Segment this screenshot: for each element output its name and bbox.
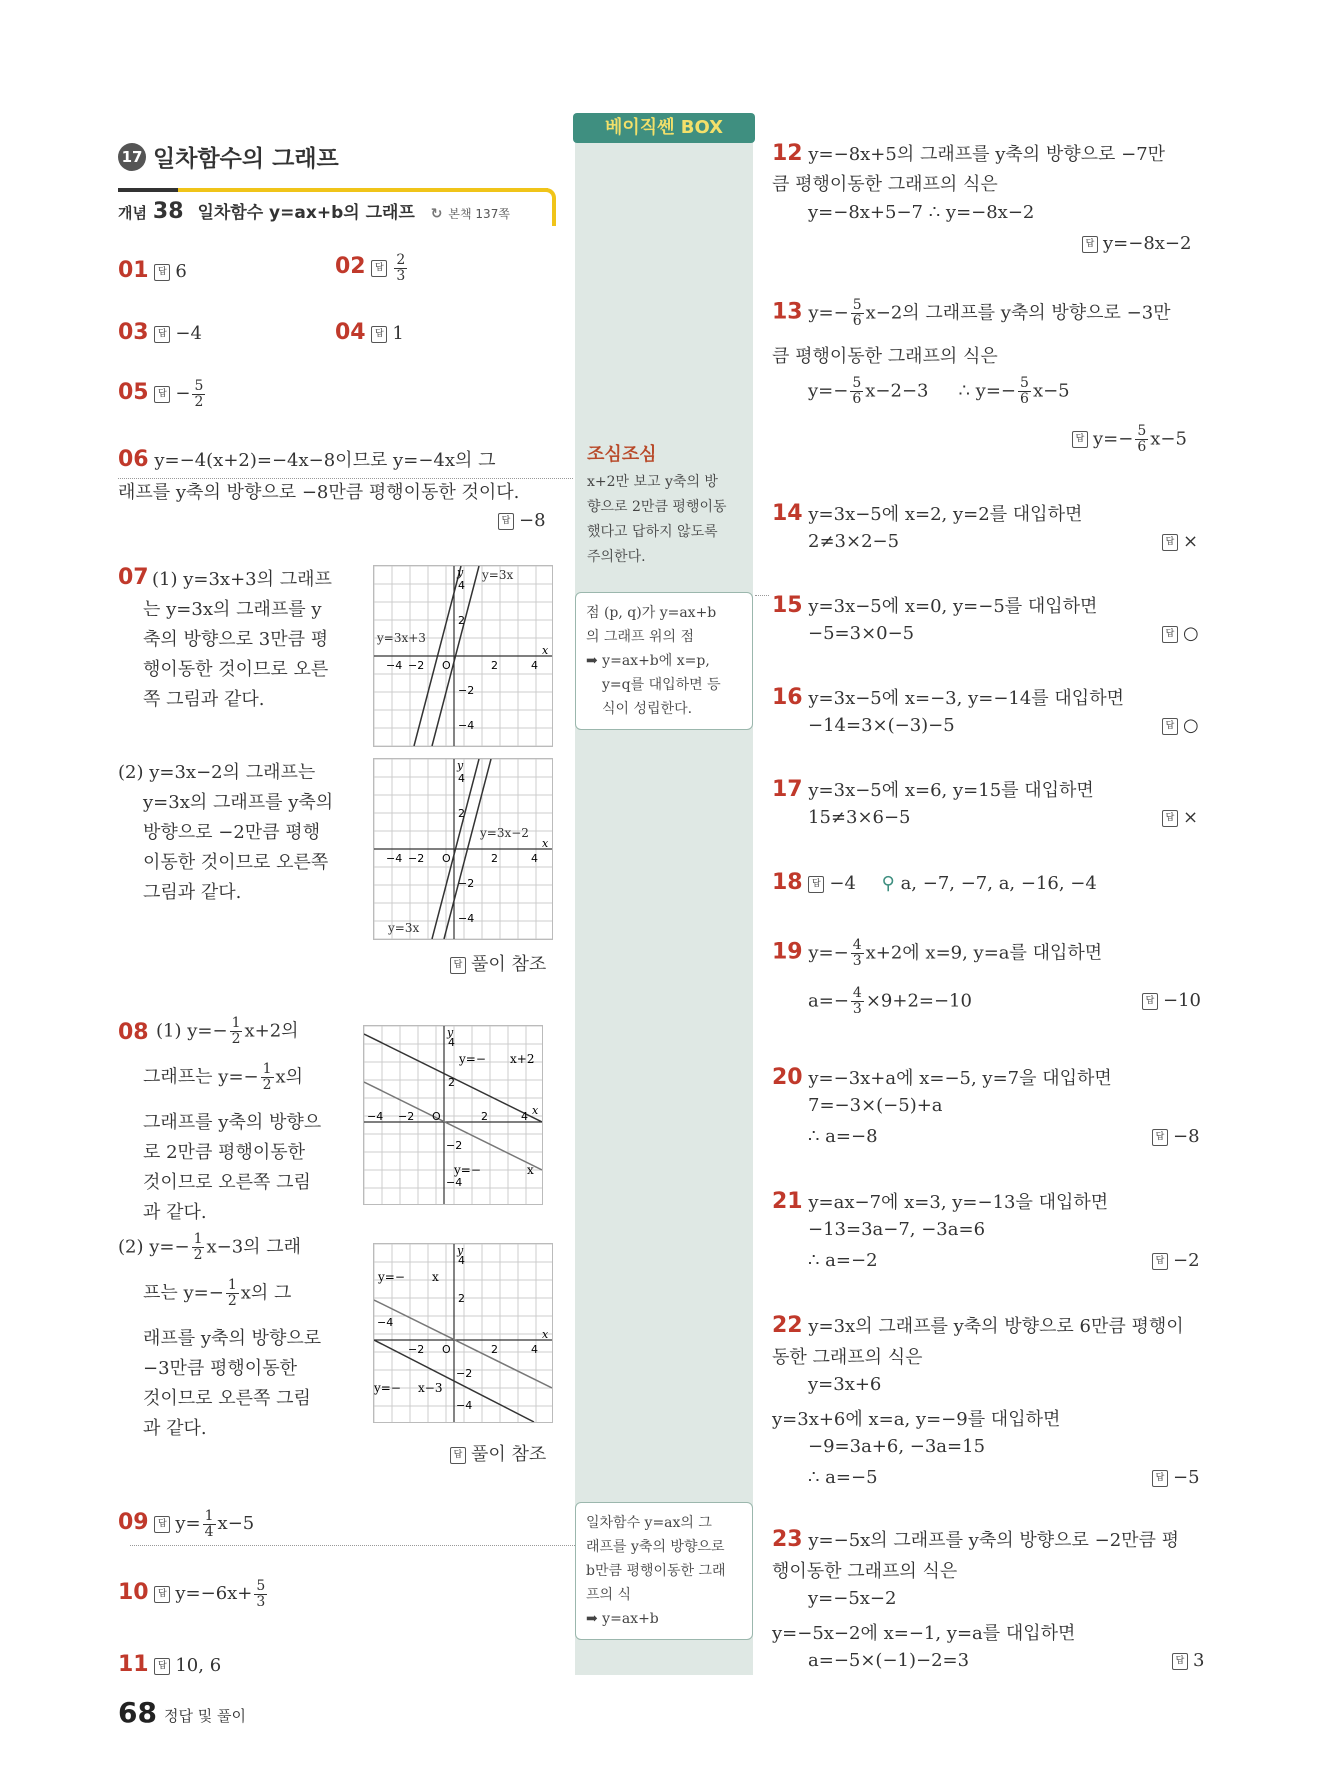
sidebar-title: 베이직쎈 BOX [573, 113, 755, 143]
answer-mark-icon: 답 [154, 326, 170, 343]
svg-text:y: y [447, 1026, 454, 1039]
svg-text:4: 4 [458, 579, 465, 592]
graph-08-1 [363, 1025, 543, 1205]
svg-text:−4: −4 [367, 1110, 384, 1123]
svg-text:y=−: y=− [374, 1381, 401, 1395]
magnifier-icon: ⚲ [881, 873, 895, 894]
graph-08-2 [373, 1243, 553, 1423]
svg-text:x−3: x−3 [418, 1381, 443, 1395]
svg-text:O: O [442, 1343, 451, 1356]
svg-text:4: 4 [531, 852, 538, 865]
svg-text:O: O [432, 1110, 441, 1123]
answer-mark-icon: 답 [1082, 236, 1098, 253]
svg-text:4: 4 [521, 1110, 528, 1123]
svg-text:4: 4 [448, 1036, 455, 1049]
svg-text:−2: −2 [458, 684, 475, 697]
answer-mark-icon: 답 [154, 1586, 170, 1603]
section-badge: 17 [118, 143, 146, 171]
concept-heading: 개념 38 일차함수 y=ax+b의 그래프 ↻ 본책 137쪽 [118, 199, 510, 224]
svg-text:−2: −2 [456, 1367, 473, 1380]
dotted-connector [130, 1545, 575, 1546]
svg-text:−2: −2 [408, 852, 425, 865]
caution-text: x+2만 보고 y축의 방 향으로 2만큼 평행이동 했다고 답하지 않도록 주의한다. [587, 474, 727, 565]
dotted-connector [118, 478, 573, 479]
svg-text:y=3x: y=3x [388, 921, 420, 935]
answer-mark-icon: 답 [1152, 1129, 1168, 1146]
svg-text:−4: −4 [456, 1399, 473, 1412]
svg-text:x: x [527, 1163, 534, 1177]
svg-text:−2: −2 [398, 1110, 415, 1123]
answer-mark-icon: 답 [808, 876, 824, 893]
svg-text:y: y [457, 566, 464, 579]
svg-text:y=−: y=− [378, 1270, 405, 1284]
ref-icon: ↻ [430, 206, 443, 222]
svg-text:x+2: x+2 [510, 1052, 535, 1066]
svg-text:x: x [542, 1328, 549, 1341]
svg-text:O: O [442, 659, 451, 672]
svg-text:x: x [542, 837, 549, 850]
svg-text:4: 4 [531, 1343, 538, 1356]
concept-yellow-bar [178, 188, 548, 192]
svg-text:−2: −2 [458, 877, 475, 890]
svg-text:−4: −4 [386, 852, 403, 865]
answer-mark-icon: 답 [371, 326, 387, 343]
answer-05: 05 답 − $\frac{5}{2}$ [118, 377, 204, 410]
dotted-connector [755, 595, 769, 596]
svg-text:y: y [457, 1244, 464, 1257]
svg-text:x: x [532, 1104, 539, 1117]
svg-text:O: O [442, 852, 451, 865]
caution-title: 조심조심 [587, 444, 657, 465]
answer-mark-icon: 답 [450, 957, 466, 974]
answer-mark-icon: 답 [154, 1516, 170, 1533]
svg-text:−4: −4 [386, 659, 403, 672]
svg-text:−2: −2 [408, 659, 425, 672]
graph-label: y=3x [482, 568, 514, 582]
answer-mark-icon: 답 [1162, 810, 1178, 827]
answer-07-result: 답 풀이 참조 [450, 950, 546, 980]
answer-mark-icon: 답 [1142, 993, 1158, 1010]
answer-mark-icon: 답 [1162, 534, 1178, 551]
svg-text:2: 2 [481, 1110, 488, 1123]
svg-text:−2: −2 [446, 1139, 463, 1152]
answer-08-result: 답 풀이 참조 [450, 1440, 546, 1470]
answer-01: 01 답 6 [118, 258, 187, 283]
answer-mark-icon: 답 [1162, 718, 1178, 735]
svg-text:y=−: y=− [454, 1163, 481, 1177]
answer-mark-icon: 답 [450, 1447, 466, 1464]
svg-text:4: 4 [458, 1254, 465, 1267]
graph-07-1 [373, 565, 553, 747]
answer-mark-icon: 답 [371, 260, 387, 277]
svg-text:2: 2 [448, 1076, 455, 1089]
answer-mark-icon: 답 [1152, 1253, 1168, 1270]
note-point-on-graph: 점 (p, q)가 y=ax+b 의 그래프 위의 점 ➡ y=ax+b에 x=p, y=q를 대입하면 등 식이 성립한다. [575, 592, 753, 730]
svg-text:2: 2 [458, 614, 465, 627]
note-translation: 일차함수 y=ax의 그 래프를 y축의 방향으로 b만큼 평행이동한 그래 프의 식 ➡ y=ax+b [575, 1502, 753, 1640]
svg-text:−4: −4 [446, 1176, 463, 1189]
svg-text:2: 2 [491, 659, 498, 672]
svg-text:y: y [457, 759, 464, 772]
svg-text:4: 4 [458, 772, 465, 785]
svg-text:−2: −2 [408, 1343, 425, 1356]
answer-11: 11 답 10, 6 [118, 1652, 222, 1677]
svg-text:−4: −4 [458, 719, 475, 732]
answer-09: 09 답 y= $\frac{1}{4}$ x−5 [118, 1507, 255, 1540]
answer-02: 02 답 $\frac{2}{3}$ [335, 251, 406, 284]
svg-text:4: 4 [531, 659, 538, 672]
answer-10: 10 답 y=−6x+ $\frac{5}{3}$ [118, 1577, 266, 1610]
svg-text:y=−: y=− [459, 1052, 486, 1066]
answer-mark-icon: 답 [154, 1658, 170, 1675]
graph-07-2 [373, 758, 553, 940]
svg-text:x: x [542, 644, 549, 657]
answer-mark-icon: 답 [1152, 1470, 1168, 1487]
answer-mark-icon: 답 [154, 386, 170, 403]
answer-mark-icon: 답 [1162, 626, 1178, 643]
section-title: 일차함수의 그래프 [153, 146, 339, 172]
answer-mark-icon: 답 [1172, 1653, 1188, 1670]
answer-mark-icon: 답 [1072, 431, 1088, 448]
svg-text:y=3x−2: y=3x−2 [480, 826, 529, 840]
svg-text:−4: −4 [377, 1316, 394, 1329]
svg-text:−4: −4 [458, 912, 475, 925]
page-number: 68 [118, 1696, 157, 1729]
answer-mark-icon: 답 [154, 264, 170, 281]
answer-03: 03 답 −4 [118, 320, 202, 345]
graph-label: y=3x+3 [377, 631, 426, 645]
svg-text:2: 2 [491, 852, 498, 865]
svg-text:2: 2 [458, 1292, 465, 1305]
footer-label: 정답 및 풀이 [164, 1707, 246, 1725]
svg-text:2: 2 [458, 807, 465, 820]
svg-text:x: x [432, 1270, 439, 1284]
answer-mark-icon: 답 [498, 513, 514, 530]
concept-yellow-corner [540, 188, 556, 226]
svg-text:2: 2 [491, 1343, 498, 1356]
answer-04: 04 답 1 [335, 320, 404, 345]
sidebar-box [575, 115, 753, 1675]
